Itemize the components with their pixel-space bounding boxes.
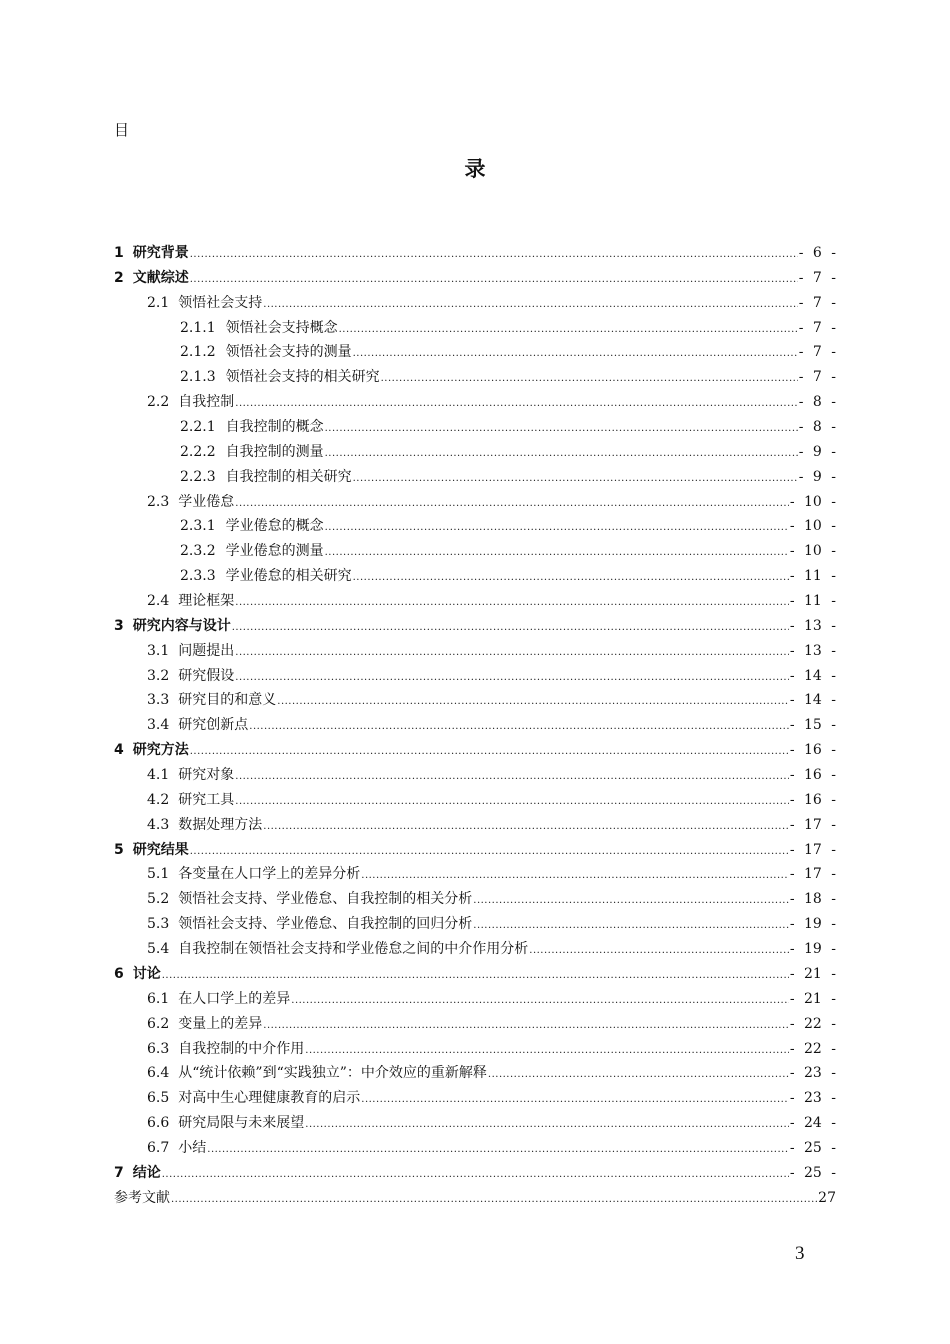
toc-entry-page: - 21 - <box>789 990 836 1007</box>
toc-entry-title: 领悟社会支持的相关研究 <box>225 369 380 386</box>
toc-entry-title: 问题提出 <box>178 642 235 659</box>
toc-dot-leader <box>263 1014 789 1039</box>
toc-entry-page: - 17 - <box>789 816 836 833</box>
toc-entry[interactable] <box>114 266 836 291</box>
toc-entry[interactable] <box>114 838 836 863</box>
toc-entry-page: - 8 - <box>798 419 836 436</box>
toc-dot-leader <box>305 1113 789 1138</box>
toc-entry-number: 2 <box>114 269 124 286</box>
toc-entry[interactable] <box>114 589 836 614</box>
toc-entry-number: 2.2.1 <box>180 419 216 436</box>
toc-dot-leader <box>325 516 789 541</box>
toc-entry-number: 2.1 <box>147 294 170 311</box>
toc-entry-number: 3.4 <box>147 717 170 734</box>
toc-dot-leader <box>249 715 789 740</box>
toc-entry[interactable] <box>114 788 836 813</box>
toc-entry-number: 2.3.1 <box>180 518 216 535</box>
toc-dot-leader <box>171 1188 817 1213</box>
toc-entry[interactable] <box>114 241 836 266</box>
toc-entry-page: - 7 - <box>798 344 836 361</box>
toc-entry-number: 4.2 <box>147 791 170 808</box>
toc-entry[interactable] <box>114 1186 836 1211</box>
toc-entry-page: - 18 - <box>789 891 836 908</box>
toc-dot-leader <box>473 889 789 914</box>
toc-entry-title: 理论框架 <box>178 593 235 610</box>
toc-entry-number: 3 <box>114 617 124 634</box>
toc-entry-title: 领悟社会支持 <box>178 294 263 311</box>
toc-entry-title: 讨论 <box>132 965 161 982</box>
toc-entry-page: - 7 - <box>798 269 836 286</box>
toc-dot-leader <box>263 293 797 318</box>
toc-entry-page: - 16 - <box>789 742 836 759</box>
toc-entry-page: - 22 - <box>789 1015 836 1032</box>
toc-entry-title: 学业倦怠 <box>178 493 235 510</box>
toc-entry-title: 学业倦怠的测量 <box>225 543 324 560</box>
toc-entry[interactable] <box>114 987 836 1012</box>
toc-entry[interactable] <box>114 1061 836 1086</box>
toc-entry-page: - 17 - <box>789 866 836 883</box>
toc-entry-number: 2.3.3 <box>180 568 216 585</box>
toc-dot-leader <box>190 740 789 765</box>
toc-entry-page: - 8 - <box>798 394 836 411</box>
toc-entry-number: 1 <box>114 245 124 261</box>
toc-entry-page: - 19 - <box>789 941 836 958</box>
toc-entry-title: 研究内容与设计 <box>132 617 231 634</box>
toc-dot-leader <box>473 914 789 939</box>
toc-dot-leader <box>339 318 798 343</box>
toc-entry-title: 研究工具 <box>178 791 235 808</box>
toc-entry[interactable] <box>114 365 836 390</box>
toc-entry-number: 6 <box>114 965 124 982</box>
toc-entry[interactable] <box>114 1161 836 1186</box>
toc-dot-leader <box>235 790 789 815</box>
toc-dot-leader <box>190 243 798 268</box>
toc-dot-leader <box>235 666 789 691</box>
toc-entry-page: - 14 - <box>789 692 836 709</box>
toc-entry-title: 自我控制的概念 <box>225 419 324 436</box>
toc-entry-page: - 11 - <box>789 593 836 610</box>
toc-entry-number: 2.1.3 <box>180 369 216 386</box>
toc-entry-page: - 25 - <box>789 1139 836 1156</box>
toc-entry-number: 5.4 <box>147 941 170 958</box>
toc-entry-page: - 7 - <box>798 369 836 386</box>
toc-entry[interactable] <box>114 316 836 341</box>
toc-entry-title: 学业倦怠的相关研究 <box>225 568 352 585</box>
toc-entry-number: 6.7 <box>147 1139 170 1156</box>
toc-entry[interactable] <box>114 440 836 465</box>
toc-entry-title: 学业倦怠的概念 <box>225 518 324 535</box>
toc-dot-leader <box>207 1138 789 1163</box>
toc-heading-part2: 录 <box>464 157 486 181</box>
toc-entry-page: - 10 - <box>789 543 836 560</box>
toc-dot-leader <box>277 690 789 715</box>
toc-entry-page: - 16 - <box>789 791 836 808</box>
toc-entry-number: 4.3 <box>147 816 170 833</box>
toc-entry[interactable] <box>114 1037 836 1062</box>
toc-entry-title: 研究结果 <box>132 841 189 858</box>
toc-entry-page: - 7 - <box>798 294 836 311</box>
toc-entry-title: 自我控制的中介作用 <box>178 1040 305 1057</box>
toc-entry-number: 2.2.3 <box>180 468 216 485</box>
toc-dot-leader <box>162 1163 789 1188</box>
toc-entry-number: 3.3 <box>147 692 170 709</box>
toc-entry-number: 2.4 <box>147 593 170 610</box>
toc-entry-number: 5.2 <box>147 891 170 908</box>
toc-entry-page: - 7 - <box>798 319 836 336</box>
toc-entry-page: - 23 - <box>789 1065 836 1082</box>
toc-dot-leader <box>488 1063 789 1088</box>
toc-entry-number: 4.1 <box>147 767 170 784</box>
toc-entry[interactable] <box>114 713 836 738</box>
toc-entry-number: 7 <box>114 1164 124 1181</box>
toc-dot-leader <box>263 815 789 840</box>
toc-entry-page: - 22 - <box>789 1040 836 1057</box>
toc-entry[interactable] <box>114 738 836 763</box>
toc-entry-title: 研究创新点 <box>178 717 249 734</box>
toc-entry-title: 各变量在人口学上的差异分析 <box>178 866 361 883</box>
toc-entry[interactable] <box>114 340 836 365</box>
toc-entry-number: 2.1.2 <box>180 344 216 361</box>
toc-entry-title: 自我控制的相关研究 <box>225 468 352 485</box>
toc-entry-page: - 10 - <box>789 493 836 510</box>
toc-dot-leader <box>232 616 789 641</box>
toc-dot-leader <box>162 964 789 989</box>
toc-entry[interactable] <box>114 1111 836 1136</box>
toc-entry-page: - 6 - <box>798 245 836 261</box>
toc-entry-title: 自我控制 <box>178 394 235 411</box>
toc-entry[interactable] <box>114 1012 836 1037</box>
toc-dot-leader <box>190 840 789 865</box>
toc-entry-number: 6.1 <box>147 990 170 1007</box>
toc-entry[interactable] <box>114 539 836 564</box>
toc-entry-number: 2.3 <box>147 493 170 510</box>
toc-entry-title: 研究局限与未来展望 <box>178 1115 305 1132</box>
toc-entry[interactable] <box>114 813 836 838</box>
toc-entry[interactable] <box>114 564 836 589</box>
toc-entry-title: 领悟社会支持的测量 <box>225 344 352 361</box>
toc-entry-page: - 21 - <box>789 965 836 982</box>
toc-entry-number: 2.1.1 <box>180 319 216 336</box>
toc-entry-page: 27 <box>818 1189 836 1206</box>
toc-entry-number: 2.2.2 <box>180 443 216 460</box>
toc-entry[interactable] <box>114 415 836 440</box>
toc-entry-title: 研究方法 <box>132 742 189 759</box>
toc-entry-page: - 10 - <box>789 518 836 535</box>
toc-dot-leader <box>305 1039 789 1064</box>
toc-entry-title: 小结 <box>178 1139 207 1156</box>
toc-entry[interactable] <box>114 1086 836 1111</box>
toc-entry-number: 5.1 <box>147 866 170 883</box>
toc-entry-page: - 16 - <box>789 767 836 784</box>
toc-entry-page: - 9 - <box>798 443 836 460</box>
toc-entry-number: 2.3.2 <box>180 543 216 560</box>
toc-entry-title: 结论 <box>132 1164 161 1181</box>
toc-dot-leader <box>235 591 789 616</box>
toc-entry[interactable] <box>114 514 836 539</box>
toc-entry-title: 领悟社会支持、学业倦怠、自我控制的回归分析 <box>178 916 473 933</box>
toc-entry-number: 4 <box>114 742 124 759</box>
toc-entry[interactable] <box>114 639 836 664</box>
toc-entry[interactable] <box>114 490 836 515</box>
toc-entry-title: 数据处理方法 <box>178 816 263 833</box>
toc-dot-leader <box>235 492 789 517</box>
toc-entry-number: 5.3 <box>147 916 170 933</box>
toc-entry[interactable] <box>114 614 836 639</box>
toc-entry-number: 6.6 <box>147 1115 170 1132</box>
toc-entry-title: 自我控制在领悟社会支持和学业倦怠之间的中介作用分析 <box>178 941 529 958</box>
toc-entry[interactable] <box>114 291 836 316</box>
toc-entry-title: 文献综述 <box>132 269 189 286</box>
toc-dot-leader <box>353 342 798 367</box>
toc-entry-page: - 13 - <box>789 617 836 634</box>
toc-dot-leader <box>325 417 798 442</box>
toc-entry[interactable] <box>114 763 836 788</box>
toc-dot-leader <box>325 442 798 467</box>
toc-dot-leader <box>353 467 798 492</box>
toc-entry-number: 3.2 <box>147 667 170 684</box>
toc-dot-leader <box>325 541 789 566</box>
toc-entry[interactable] <box>114 664 836 689</box>
toc-entry[interactable] <box>114 688 836 713</box>
toc-entry-page: - 9 - <box>798 468 836 485</box>
toc-entry-page: - 14 - <box>789 667 836 684</box>
toc-dot-leader <box>529 939 789 964</box>
toc-entry-title: 参考文献 <box>114 1189 170 1206</box>
toc-entry[interactable] <box>114 390 836 415</box>
toc-entry-title: 研究对象 <box>178 767 235 784</box>
toc-entry-title: 研究背景 <box>132 245 189 261</box>
toc-entry-title: 对高中生心理健康教育的启示 <box>178 1090 361 1107</box>
toc-dot-leader <box>361 864 789 889</box>
toc-entry[interactable] <box>114 465 836 490</box>
toc-entry[interactable] <box>114 1136 836 1161</box>
toc-dot-leader <box>235 392 797 417</box>
toc-entry-number: 3.1 <box>147 642 170 659</box>
toc-entry-number: 2.2 <box>147 394 170 411</box>
toc-dot-leader <box>190 268 798 293</box>
toc-entry-title: 从“统计依赖”到“实践独立”：中介效应的重新解释 <box>178 1065 487 1082</box>
toc-entry-page: - 24 - <box>789 1115 836 1132</box>
toc-entry-page: - 13 - <box>789 642 836 659</box>
toc-dot-leader <box>381 367 798 392</box>
toc-entry-title: 自我控制的测量 <box>225 443 324 460</box>
toc-entry-number: 6.5 <box>147 1090 170 1107</box>
toc-entry-title: 研究假设 <box>178 667 235 684</box>
toc-entry-title: 在人口学上的差异 <box>178 990 291 1007</box>
toc-entry[interactable] <box>114 912 836 937</box>
toc-entry-page: - 17 - <box>789 841 836 858</box>
toc-heading-part1: 目 <box>114 121 130 139</box>
toc-entry[interactable] <box>114 937 836 962</box>
toc-dot-leader <box>361 1088 789 1113</box>
toc-entry-page: - 11 - <box>789 568 836 585</box>
toc-dot-leader <box>353 566 789 591</box>
toc-dot-leader <box>235 641 789 666</box>
toc-entry-title: 领悟社会支持、学业倦怠、自我控制的相关分析 <box>178 891 473 908</box>
toc-entry-page: - 25 - <box>789 1164 836 1181</box>
toc-dot-leader <box>235 765 789 790</box>
toc-entry-title: 研究目的和意义 <box>178 692 277 709</box>
toc-entry-title: 领悟社会支持概念 <box>225 319 338 336</box>
page-number: 3 <box>795 1243 805 1264</box>
toc-entry-number: 6.2 <box>147 1015 170 1032</box>
toc-entry-number: 5 <box>114 841 124 858</box>
toc-entry-page: - 23 - <box>789 1090 836 1107</box>
toc-entry[interactable] <box>114 887 836 912</box>
toc-entry[interactable] <box>114 962 836 987</box>
table-of-contents <box>114 241 836 1211</box>
toc-entry-number: 6.3 <box>147 1040 170 1057</box>
toc-entry-page: - 19 - <box>789 916 836 933</box>
toc-entry-number: 6.4 <box>147 1065 170 1082</box>
toc-entry[interactable] <box>114 862 836 887</box>
toc-entry-title: 变量上的差异 <box>178 1015 263 1032</box>
toc-entry-page: - 15 - <box>789 717 836 734</box>
toc-dot-leader <box>291 989 789 1014</box>
